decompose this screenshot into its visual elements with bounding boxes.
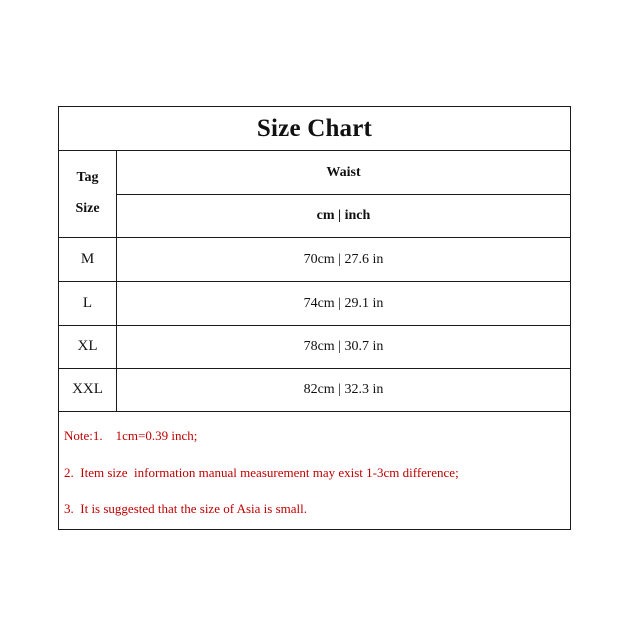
table-row xyxy=(59,368,570,412)
size-cell: XXL xyxy=(59,368,117,411)
tag-header-line1: Tag xyxy=(76,170,99,185)
tag-size-header xyxy=(59,151,117,238)
waist-value-cell: 74cm | 29.1 in xyxy=(303,295,384,311)
size-cell: M xyxy=(59,238,117,281)
note-line-1: Note:1. 1cm=0.39 inch; xyxy=(64,428,198,443)
unit-header: cm | inch xyxy=(117,195,570,238)
note-line-3: 3. It is suggested that the size of Asia is small. xyxy=(64,501,307,516)
table-row xyxy=(59,238,570,282)
table-row xyxy=(59,325,570,369)
tag-header-line2: Size xyxy=(75,201,100,216)
size-cell: XL xyxy=(59,325,117,368)
waist-value-cell: 82cm | 32.3 in xyxy=(303,381,384,397)
size-chart-table xyxy=(58,106,571,530)
waist-value-cell: 70cm | 27.6 in xyxy=(303,251,384,267)
notes-section xyxy=(59,412,570,529)
waist-value-cell: 78cm | 30.7 in xyxy=(303,338,384,354)
size-cell: L xyxy=(59,282,117,325)
table-row xyxy=(59,282,570,326)
note-line-2: 2. Item size information manual measurement may exist 1-3cm difference; xyxy=(64,465,459,480)
chart-title: Size Chart xyxy=(59,107,570,151)
waist-header: Waist xyxy=(117,151,570,195)
